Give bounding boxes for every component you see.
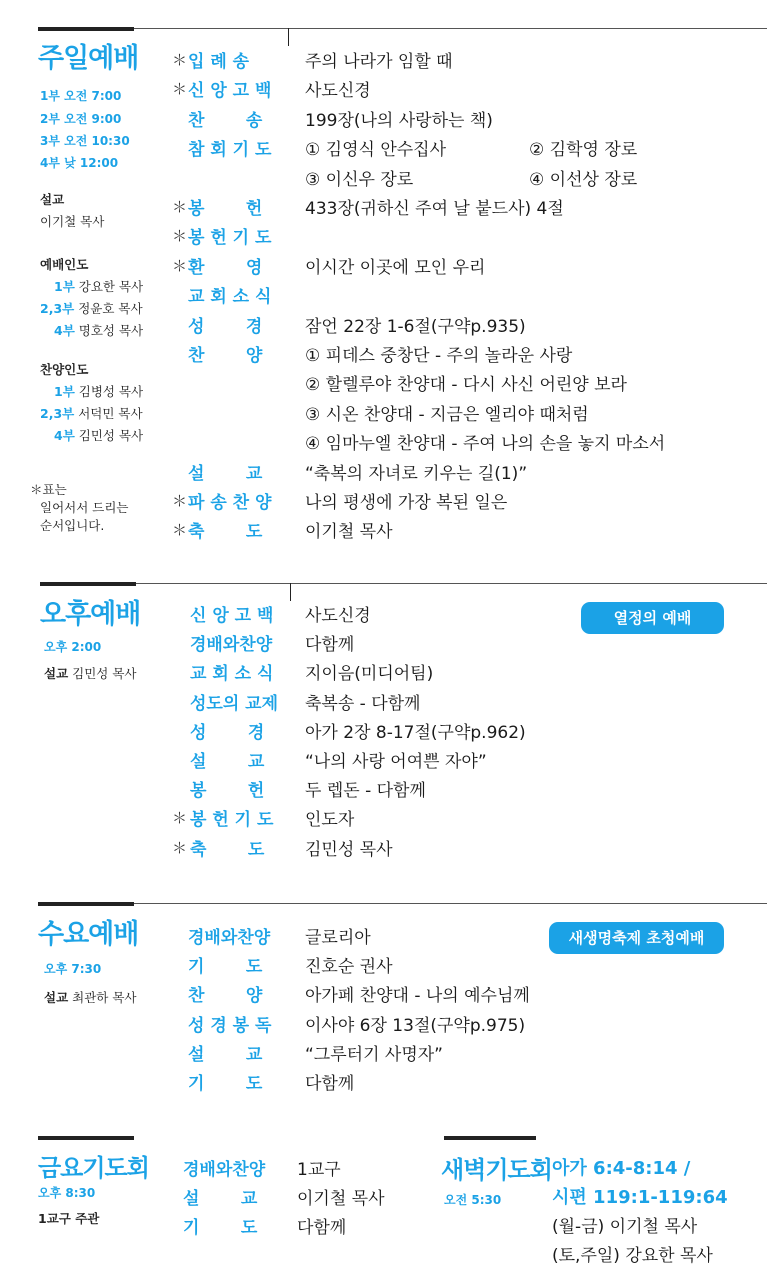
dawn-leader: (토,주일) 강요한 목사 <box>552 1246 713 1266</box>
order-label: 설 교 <box>183 1189 258 1209</box>
service-badge: 새생명축제 초청예배 <box>549 922 724 954</box>
section-divider <box>134 903 767 904</box>
order-label: 경배와찬양 <box>183 1160 266 1180</box>
order-value: 이기철 목사 <box>297 1189 385 1209</box>
worship-lead: 1부 강요한 목사 <box>54 279 144 294</box>
section-divider <box>134 28 767 29</box>
section-divider <box>136 583 767 584</box>
order-value: ① 피데스 중창단 - 주의 놀라운 사랑 <box>305 346 573 366</box>
order-value: 아가 2장 8-17절(구약p.962) <box>305 722 526 743</box>
praise-lead: 1부 김병성 목사 <box>54 384 144 399</box>
order-value: 아가페 찬양대 - 나의 예수님께 <box>305 986 530 1007</box>
service-time: 1부 오전 7:00 <box>40 89 122 103</box>
order-label: 찬 송 <box>188 110 263 131</box>
order-label: 봉 헌 <box>190 781 265 802</box>
sermon-preacher: 이기철 목사 <box>40 214 105 229</box>
order-value: ④ 임마누엘 찬양대 - 주여 나의 손을 놓지 마소서 <box>305 434 666 455</box>
order-label: 축 도 <box>188 522 263 543</box>
friday-host: 1교구 주관 <box>38 1211 100 1226</box>
service-time: 4부 낮 12:00 <box>40 156 119 170</box>
order-value: ② 할렐루야 찬양대 - 다시 사신 어린양 보라 <box>305 375 627 396</box>
service-time: 오후 2:00 <box>44 640 102 654</box>
order-value: “나의 사랑 어여쁜 자야” <box>305 752 487 772</box>
dawn-scripture: 시편 119:1-119:64 <box>552 1187 728 1208</box>
order-label: 봉 헌 <box>188 199 263 219</box>
standing-mark: ＊ <box>172 809 188 828</box>
service-time: 2부 오전 9:00 <box>40 112 122 126</box>
order-value: 이시간 이곳에 모인 우리 <box>305 257 486 278</box>
order-label: 설 교 <box>188 463 263 484</box>
order-label: 찬 양 <box>188 986 263 1007</box>
order-value: 지이음(미디어팀) <box>305 664 434 685</box>
order-label: 봉 헌 기 도 <box>190 810 274 831</box>
order-label: 설 교 <box>190 752 265 772</box>
order-value: 사도신경 <box>305 606 371 626</box>
worship-lead-label: 예배인도 <box>40 257 89 272</box>
order-value: ② 김학영 장로 <box>529 140 638 161</box>
order-value: 1교구 <box>297 1160 341 1180</box>
order-value: 인도자 <box>305 810 355 831</box>
order-value: 사도신경 <box>305 81 371 102</box>
standing-mark: ＊ <box>172 838 188 857</box>
order-label: 성 경 <box>188 316 263 337</box>
standing-mark: ＊ <box>172 80 188 99</box>
order-value: “축복의 자녀로 키우는 길(1)” <box>305 463 528 484</box>
section-divider <box>38 27 134 31</box>
standing-note: ＊표는 <box>30 482 67 497</box>
order-value: ① 김영식 안수집사 <box>305 140 447 161</box>
order-label: 신 앙 고 백 <box>190 606 274 626</box>
order-value: 199장(나의 사랑하는 책) <box>305 110 493 131</box>
section-divider <box>444 1136 536 1140</box>
standing-mark: ＊ <box>172 51 188 69</box>
dawn-title: 새벽기도회 <box>441 1156 552 1184</box>
order-value: 진호순 권사 <box>305 957 393 978</box>
wednesday-title: 수요예배 <box>38 919 139 950</box>
sermon-preacher: 설교 김민성 목사 <box>44 666 137 681</box>
standing-mark: ＊ <box>172 227 188 246</box>
worship-lead: 2,3부 정윤호 목사 <box>40 301 143 316</box>
standing-mark: ＊ <box>172 492 188 510</box>
order-value: 글로리아 <box>305 928 371 948</box>
order-label: 교 회 소 식 <box>188 287 272 308</box>
order-label: 신 앙 고 백 <box>188 81 272 102</box>
sermon-preacher: 설교 최관하 목사 <box>44 990 137 1005</box>
order-value: ③ 시온 찬양대 - 지금은 엘리야 때처럼 <box>305 404 589 425</box>
standing-note: 일어서서 드리는 <box>40 500 129 515</box>
order-label: 교 회 소 식 <box>190 664 274 685</box>
dawn-leader: (월-금) 이기철 목사 <box>552 1217 698 1237</box>
section-divider <box>38 902 134 906</box>
order-label: 찬 양 <box>188 346 263 366</box>
section-divider <box>40 582 136 586</box>
service-badge: 열정의 예배 <box>581 602 724 634</box>
order-value: ④ 이선상 장로 <box>529 169 638 190</box>
praise-lead-label: 찬양인도 <box>40 362 89 377</box>
dawn-scripture: 아가 6:4-8:14 / <box>552 1158 691 1179</box>
order-label: 성도의 교제 <box>190 693 279 714</box>
praise-lead: 4부 김민성 목사 <box>54 428 144 443</box>
order-label: 경배와찬양 <box>190 635 273 656</box>
standing-note: 순서입니다. <box>40 518 105 533</box>
order-value: 나의 평생에 가장 복된 일은 <box>305 493 508 513</box>
order-label: 환 영 <box>188 257 263 278</box>
service-time: 오전 5:30 <box>444 1193 502 1207</box>
order-value: 김민성 목사 <box>305 839 393 860</box>
section-divider <box>38 1136 134 1140</box>
worship-lead: 4부 명호성 목사 <box>54 323 144 338</box>
order-value: 주의 나라가 임할 때 <box>305 52 453 72</box>
order-label: 참 회 기 도 <box>188 140 272 161</box>
order-label: 설 교 <box>188 1044 263 1065</box>
standing-mark: ＊ <box>172 198 188 216</box>
sermon-label: 설교 <box>40 192 65 207</box>
service-time: 3부 오전 10:30 <box>40 134 130 148</box>
order-label: 파 송 찬 양 <box>188 493 272 513</box>
order-label: 기 도 <box>183 1218 258 1238</box>
order-label: 축 도 <box>190 839 265 860</box>
order-label: 성 경 <box>190 722 265 743</box>
order-value: ③ 이신우 장로 <box>305 169 414 190</box>
column-tick <box>290 583 291 601</box>
sunday-title: 주일예배 <box>38 43 139 74</box>
praise-lead: 2,3부 서덕민 목사 <box>40 406 143 421</box>
order-value: 이기철 목사 <box>305 522 393 543</box>
order-label: 경배와찬양 <box>188 928 271 948</box>
service-time: 오후 7:30 <box>44 962 102 976</box>
order-value: 잠언 22장 1-6절(구약p.935) <box>305 316 526 337</box>
order-label: 성 경 봉 독 <box>188 1015 272 1036</box>
friday-title: 금요기도회 <box>38 1154 149 1182</box>
service-time: 오후 8:30 <box>38 1186 96 1200</box>
order-value: 433장(귀하신 주여 날 붙드사) 4절 <box>305 199 564 219</box>
order-label: 봉 헌 기 도 <box>188 228 272 249</box>
order-value: 다함께 <box>305 635 355 656</box>
order-value: 두 렙돈 - 다함께 <box>305 781 426 802</box>
order-value: “그루터기 사명자” <box>305 1044 443 1065</box>
order-value: 다함께 <box>305 1074 355 1094</box>
standing-mark: ＊ <box>172 521 188 540</box>
order-label: 기 도 <box>188 1074 263 1094</box>
order-label: 기 도 <box>188 957 263 978</box>
standing-mark: ＊ <box>172 256 188 275</box>
order-label: 입 례 송 <box>188 52 250 72</box>
order-value: 이사야 6장 13절(구약p.975) <box>305 1015 526 1036</box>
order-value: 다함께 <box>297 1218 347 1238</box>
afternoon-title: 오후예배 <box>40 599 141 630</box>
column-tick <box>288 28 289 46</box>
order-value: 축복송 - 다함께 <box>305 693 421 714</box>
